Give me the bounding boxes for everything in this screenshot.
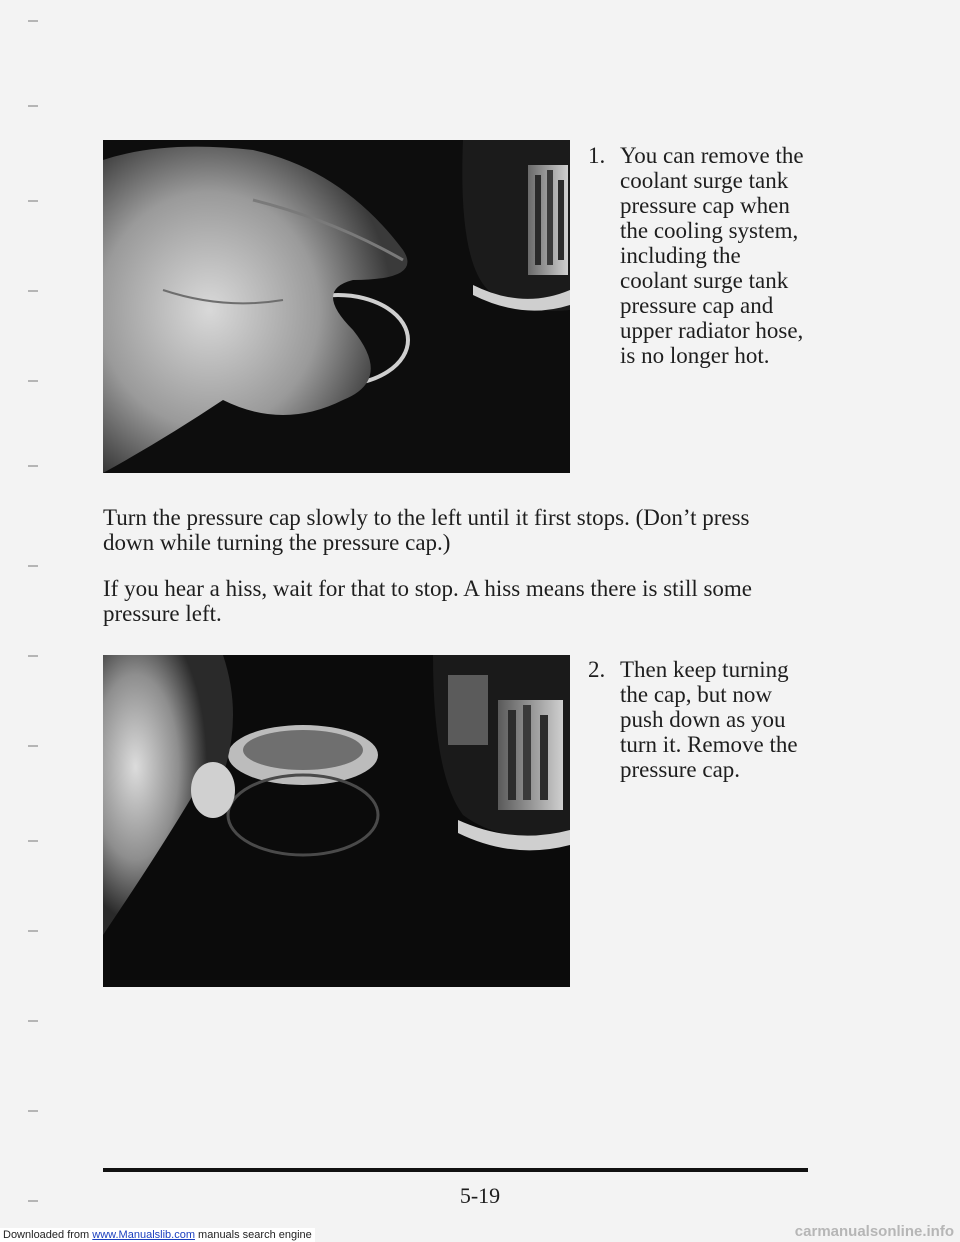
margin-mark (28, 1110, 38, 1112)
download-prefix: Downloaded from (3, 1229, 93, 1241)
photo-push-and-turn-cap (103, 655, 570, 987)
margin-mark (28, 840, 38, 842)
margin-mark (28, 745, 38, 747)
step-number: 2. (588, 657, 606, 682)
download-notice (0, 1228, 315, 1242)
step-number: 1. (588, 143, 606, 168)
paragraph-hiss-warning: If you hear a hiss, wait for that to stop. A hiss means there is still some pressure left. (103, 576, 753, 626)
margin-mark (28, 565, 38, 567)
margin-mark (28, 465, 38, 467)
step-2 (588, 657, 810, 782)
margin-mark (28, 105, 38, 107)
step-text: Then keep turning the cap, but now push down as you turn it. Remove the pressure cap. (620, 657, 798, 782)
page-number: 5-19 (459, 1183, 501, 1208)
margin-mark (28, 930, 38, 932)
download-suffix: manuals search engine (194, 1229, 312, 1241)
margin-mark (28, 655, 38, 657)
margin-mark (28, 1020, 38, 1022)
watermark: carmanualsonline.info (794, 1223, 954, 1240)
paragraph-turn-cap: Turn the pressure cap slowly to the left until it first stops. (Don’t press down while turning the pressure cap.) (103, 505, 750, 555)
step-text: You can remove the coolant surge tank pressure cap when the cooling system, including the coolant surge tank pressure cap and upper radiator hose, is no longer hot. (620, 143, 804, 368)
footer-rule (103, 1168, 808, 1172)
margin-mark (28, 290, 38, 292)
margin-mark (28, 200, 38, 202)
manualslib-link[interactable]: www.Manualslib.com (92, 1229, 195, 1241)
margin-mark (28, 20, 38, 22)
step-1 (588, 143, 810, 368)
margin-mark (28, 380, 38, 382)
photo-remove-cap (103, 140, 570, 473)
